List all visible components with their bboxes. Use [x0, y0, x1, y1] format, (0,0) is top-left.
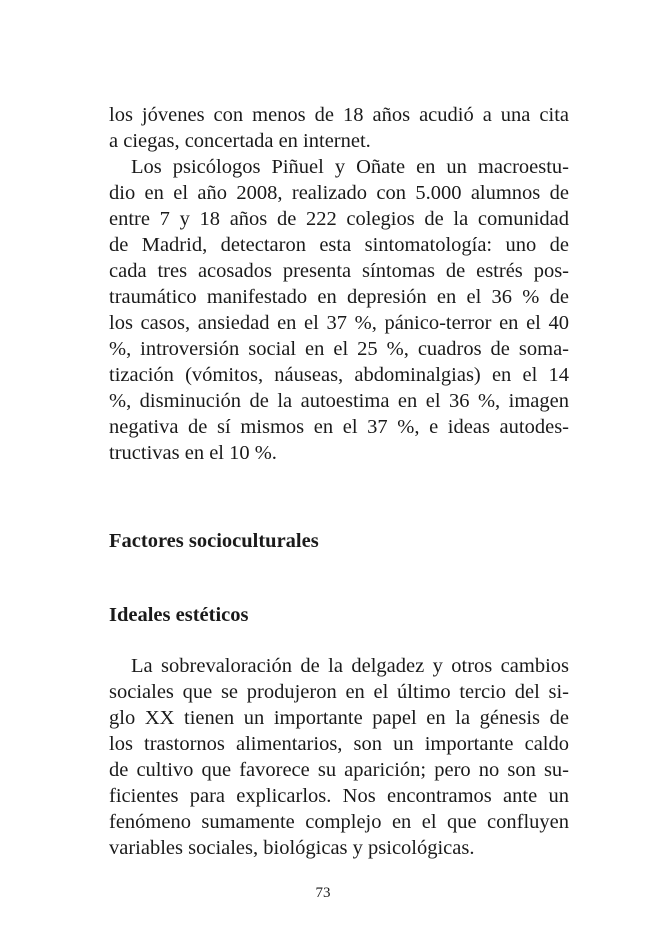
- page-number: 73: [315, 885, 331, 901]
- paragraph-2-line: de Madrid, detectaron esta sintomatología: uno de: [109, 234, 569, 256]
- paragraph-3-line: ficientes para explicarlos. Nos encontramos ante un: [109, 785, 569, 807]
- paragraph-2-line: tructivas en el 10 %.: [109, 442, 277, 464]
- section-heading: Factores socioculturales: [109, 530, 319, 552]
- paragraph-1-line: los jóvenes con menos de 18 años acudió a una cita: [109, 104, 569, 126]
- paragraph-3-line: de cultivo que favorece su aparición; pero no son su-: [109, 759, 569, 781]
- paragraph-3-line: La sobrevaloración de la delgadez y otros cambios: [131, 655, 569, 677]
- paragraph-2-line: Los psicólogos Piñuel y Oñate en un macroestu-: [131, 156, 569, 178]
- paragraph-3-line: los trastornos alimentarios, son un importante caldo: [109, 733, 569, 755]
- paragraph-2-line: los casos, ansiedad en el 37 %, pánico-terror en el 40: [109, 312, 569, 334]
- paragraph-1-line: a ciegas, concertada en internet.: [109, 130, 371, 152]
- paragraph-3-line: sociales que se produjeron en el último tercio del si-: [109, 681, 569, 703]
- paragraph-2-line: dio en el año 2008, realizado con 5.000 alumnos de: [109, 182, 569, 204]
- paragraph-2-line: %, introversión social en el 25 %, cuadros de soma-: [109, 338, 569, 360]
- paragraph-3-line: glo XX tienen un importante papel en la génesis de: [109, 707, 569, 729]
- paragraph-2-line: %, disminución de la autoestima en el 36 %, imagen: [109, 390, 569, 412]
- paragraph-3-line: fenómeno sumamente complejo en el que confluyen: [109, 811, 569, 833]
- paragraph-2-line: negativa de sí mismos en el 37 %, e ideas autodes-: [109, 416, 569, 438]
- subsection-heading: Ideales estéticos: [109, 604, 249, 626]
- paragraph-2-line: traumático manifestado en depresión en el 36 % de: [109, 286, 569, 308]
- paragraph-2-line: cada tres acosados presenta síntomas de estrés pos-: [109, 260, 569, 282]
- paragraph-2-line: tización (vómitos, náuseas, abdominalgias) en el 14: [109, 364, 569, 386]
- paragraph-3-line: variables sociales, biológicas y psicológicas.: [109, 837, 475, 859]
- paragraph-2-line: entre 7 y 18 años de 222 colegios de la comunidad: [109, 208, 569, 230]
- book-page: [109, 0, 569, 947]
